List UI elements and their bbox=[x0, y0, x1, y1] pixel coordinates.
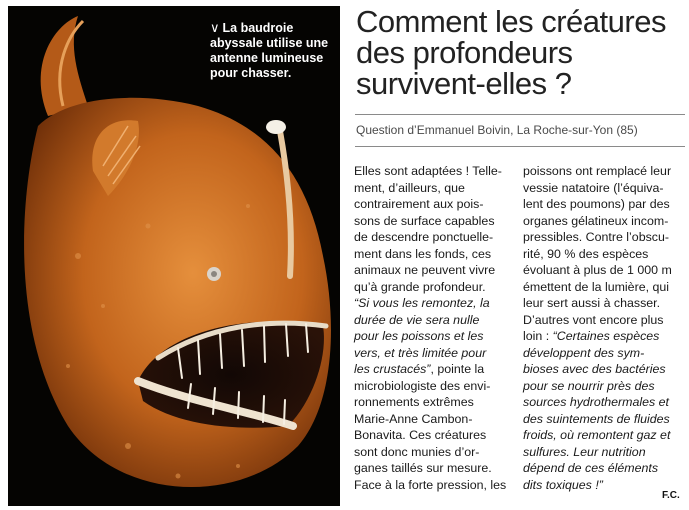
chevron-down-icon: ∨ bbox=[210, 20, 220, 35]
caption-text: La baudroie abyssale utilise une antenne lumineuse pour chasser. bbox=[210, 21, 329, 80]
article-column-1 bbox=[354, 163, 514, 493]
author-signature: F.C. bbox=[662, 490, 680, 501]
divider bbox=[355, 114, 685, 115]
anglerfish-photo bbox=[8, 6, 340, 506]
photo-caption bbox=[210, 20, 338, 81]
quote: “Certaines espèces développent des sym- bioses avec des bactéries pour se nourrir près des sources hydrothermales et des suintements de fluides froids, où remontent gaz et sulfures. Leur nutrition dépend de ces éléments dits toxiques !” bbox=[523, 329, 671, 492]
paragraph: , pointe la microbiologiste des envi- ronnements extrêmes Marie-Anne Cambon- Bonavita. Ces créatures sont donc munies d’or- ganes taillés sur mesure. Face à la forte pression, les bbox=[354, 362, 507, 492]
article-column-2 bbox=[523, 163, 683, 493]
paragraph: poissons ont remplacé leur vessie natatoire (l’équiva- lent des poumons) par des organes gélatineux incom- pressibles. Contre l’obscu- rité, 90 % des espèces évoluant à plus de 1 000 m émettent de la lumière, qui leur sert aussi à chasser. D’autres vont encore plus loin : bbox=[523, 164, 672, 343]
anglerfish-illustration bbox=[8, 6, 340, 506]
paragraph: Elles sont adaptées ! Telle- ment, d’ailleurs, que contrairement aux pois- sons de surface capables de descendre ponctuelle- ment dans les fonds, ces animaux ne peuvent vivre qu’à grande profondeur. bbox=[354, 164, 502, 294]
divider bbox=[355, 146, 685, 147]
article-byline: Question d’Emmanuel Boivin, La Roche-sur-Yon (85) bbox=[356, 123, 638, 137]
quote: “Si vous les remontez, la durée de vie sera nulle pour les poissons et les vers, et très limitée pour les crustacés” bbox=[354, 296, 490, 376]
article-title: Comment les créatures des profondeurs survivent-elles ? bbox=[356, 4, 666, 101]
